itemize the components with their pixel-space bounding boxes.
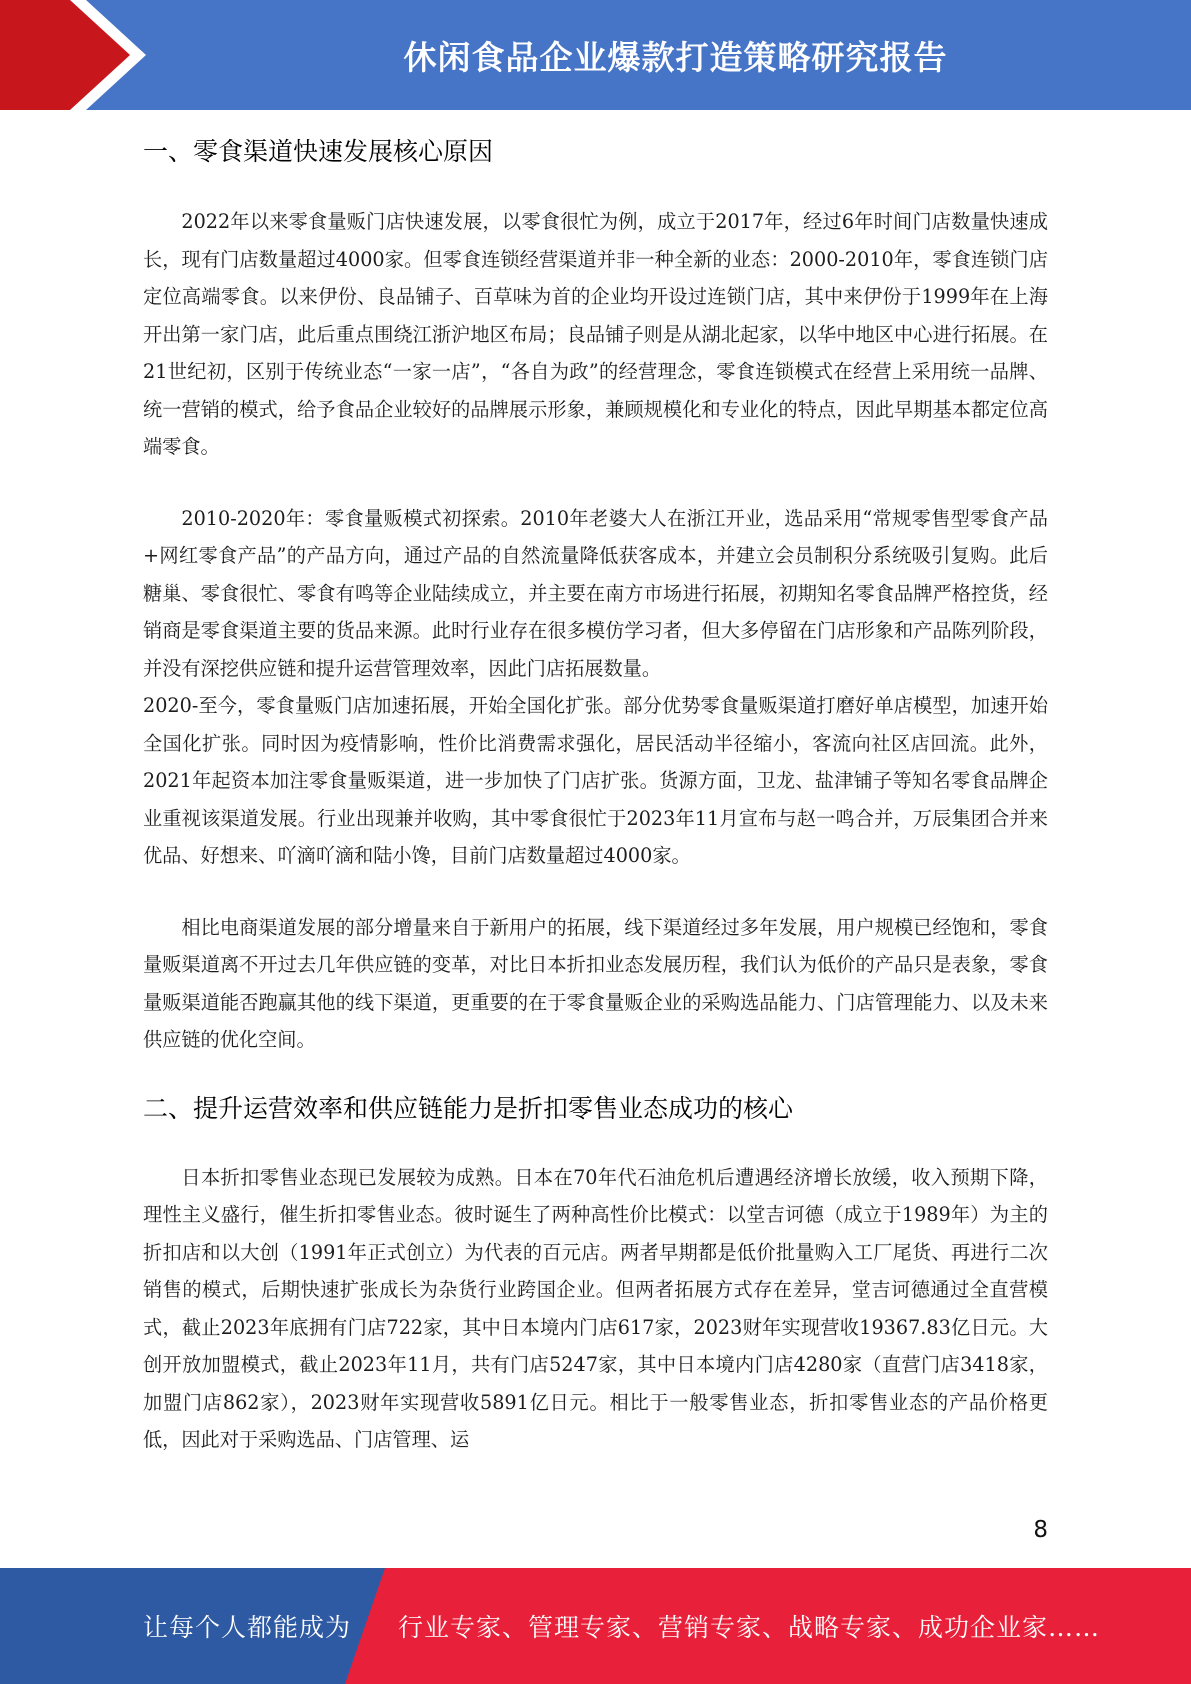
paragraph-4: 相比电商渠道发展的部分增量来自于新用户的拓展，线下渠道经过多年发展，用户规模已经饱和，零食量贩渠道离不开过去几年供应链的变革，对比日本折扣业态发展历程，我们认为低价的产品只是表象，零食量贩渠道能否跑赢其他的线下渠道，更重要的在于零食量贩企业的采购选品能力、门店管理能力、以及未来供应链的优化空间。 — [143, 915, 1048, 1051]
footer-slogan-left: 让每个人都能成为 — [143, 1613, 352, 1642]
paragraph-1: 2022年以来零食量贩门店快速发展，以零食很忙为例，成立于2017年，经过6年时间门店数量快速成长，现有门店数量超过4000家。但零食连锁经营渠道并非一种全新的业态：2000-2010年，零食连锁门店定位高端零食。以来伊份、良品铺子、百草味为首的企业均开设过连锁门店，其中来伊份于1999年在上海开出第一家门店，此后重点围绕江浙沪地区布局；良品铺子则是从湖北起家，以华中地区中心进行拓展。在21世纪初，区别于传统业态“一家一店”，“各自为政”的经营理念，零食连锁模式在经营上采用统一品牌、统一营销的模式，给予食品企业较好的品牌展示形象，兼顾规模化和专业化的特点，因此早期基本都定位高端零食。 — [143, 210, 1048, 458]
section-heading-2: 二、提升运营效率和供应链能力是折扣零售业态成功的核心 — [143, 1093, 794, 1123]
paragraph-3: 2020-至今，零食量贩门店加速拓展，开始全国化扩张。部分优势零食量贩渠道打磨好单店模型，加速开始全国化扩张。同时因为疫情影响，性价比消费需求强化，居民活动半径缩小，客流向社区店回流。此外，2021年起资本加注零食量贩渠道，进一步加快了门店扩张。货源方面，卫龙、盐津铺子等知名零食品牌企业重视该渠道发展。行业出现兼并收购，其中零食很忙于2023年11月宣布与赵一鸣合并，万辰集团合并来优品、好想来、吖滴吖滴和陆小馋，目前门店数量超过4000家。 — [143, 694, 1048, 867]
paragraph-2: 2010-2020年：零食量贩模式初探索。2010年老婆大人在浙江开业，选品采用“常规零售型零食产品+网红零食产品”的产品方向，通过产品的自然流量降低获客成本，并建立会员制积分系统吸引复购。此后糖巢、零食很忙、零食有鸣等企业陆续成立，并主要在南方市场进行拓展，初期知名零食品牌严格控货，经销商是零食渠道主要的货品来源。此时行业存在很多模仿学习者，但大多停留在门店形象和产品陈列阶段，并没有深挖供应链和提升运营管理效率，因此门店拓展数量。 — [143, 506, 1048, 680]
page-content — [143, 128, 1048, 1459]
section-heading-1: 一、零食渠道快速发展核心原因 — [143, 137, 494, 166]
header-arrow-icon — [0, 0, 160, 110]
footer-slogan-right: 行业专家、管理专家、营销专家、战略专家、成功企业家…… — [398, 1613, 1101, 1642]
page-footer — [0, 1568, 1191, 1684]
page-header — [0, 0, 1191, 110]
report-title: 休闲食品企业爆款打造策略研究报告 — [403, 37, 948, 77]
paragraph-5: 日本折扣零售业态现已发展较为成熟。日本在70年代石油危机后遭遇经济增长放缓，收入预期下降，理性主义盛行，催生折扣零售业态。彼时诞生了两种高性价比模式：以堂吉诃德（成立于1989年）为主的折扣店和以大创（1991年正式创立）为代表的百元店。两者早期都是低价批量购入工厂尾货、再进行二次销售的模式，后期快速扩张成长为杂货行业跨国企业。但两者拓展方式存在差异，堂吉诃德通过全直营模式，截止2023年底拥有门店722家，其中日本境内门店617家，2023财年实现营收19367.83亿日元。大创开放加盟模式，截止2023年11月，共有门店5247家，其中日本境内门店4280家（直营门店3418家，加盟门店862家），2023财年实现营收5891亿日元。相比于一般零售业态，折扣零售业态的产品价格更低，因此对于采购选品、门店管理、运 — [143, 1165, 1048, 1451]
page-number: 8 — [1033, 1517, 1048, 1543]
